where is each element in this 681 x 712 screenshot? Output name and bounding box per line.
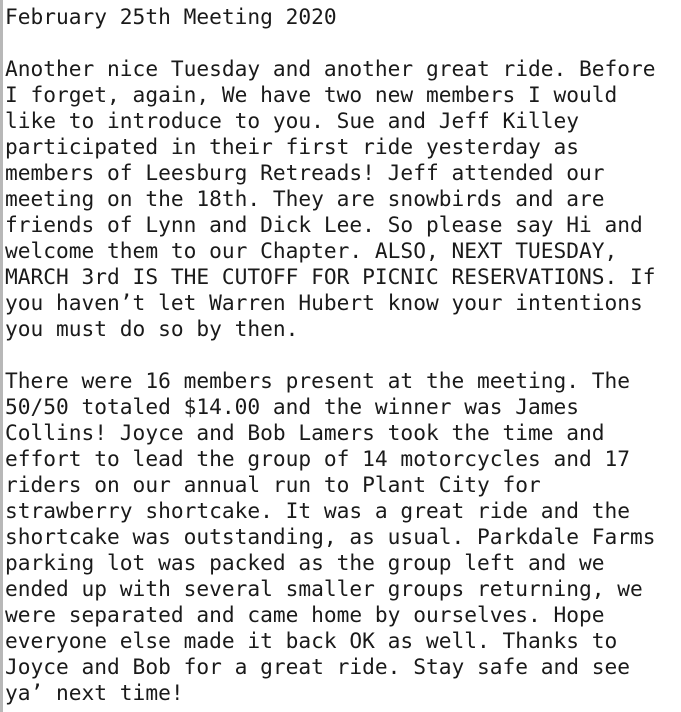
paragraph-line: riders on our annual run to Plant City for (5, 472, 541, 497)
paragraph-line: friends of Lynn and Dick Lee. So please say Hi and (5, 212, 643, 237)
paragraph-line: participated in their first ride yesterday as (5, 134, 580, 159)
paragraph-line: like to introduce to you. Sue and Jeff Killey (5, 108, 580, 133)
paragraph-line: members of Leesburg Retreads! Jeff attended our (5, 160, 605, 185)
paragraph-line: meeting on the 18th. They are snowbirds and are (5, 186, 605, 211)
paragraph-2 (5, 368, 677, 706)
paragraph-line: you haven’t let Warren Hubert know your intentions (5, 290, 643, 315)
paragraph-line: 50/50 totaled $14.00 and the winner was James (5, 394, 580, 419)
document-title: February 25th Meeting 2020 (5, 4, 337, 29)
paragraph-line: everyone else made it back OK as well. Thanks to (5, 628, 618, 653)
paragraph-line: Another nice Tuesday and another great ride. Before (5, 56, 656, 81)
paragraph-line: welcome them to our Chapter. ALSO, NEXT TUESDAY, (5, 238, 618, 263)
left-border-line (0, 0, 3, 712)
paragraph-line: Joyce and Bob for a great ride. Stay safe and see (5, 654, 631, 679)
paragraph-line: ended up with several smaller groups returning, we (5, 576, 643, 601)
paragraph-line: strawberry shortcake. It was a great ride and the (5, 498, 631, 523)
blank-line (5, 30, 677, 56)
paragraph-line: MARCH 3rd IS THE CUTOFF FOR PICNIC RESERVATIONS. If (5, 264, 656, 289)
paragraph-line: were separated and came home by ourselves. Hope (5, 602, 605, 627)
paragraph-line: shortcake was outstanding, as usual. Parkdale Farms (5, 524, 656, 549)
paragraph-line: Collins! Joyce and Bob Lamers took the time and (5, 420, 605, 445)
paragraph-line: effort to lead the group of 14 motorcycles and 17 (5, 446, 631, 471)
paragraph-1 (5, 56, 677, 342)
paragraph-line: ya’ next time! (5, 680, 184, 705)
paragraph-line: you must do so by then. (5, 316, 299, 341)
paragraph-line: I forget, again, We have two new members I would (5, 82, 618, 107)
paragraph-line: There were 16 members present at the meeting. The (5, 368, 631, 393)
blank-line (5, 342, 677, 368)
paragraph-line: parking lot was packed as the group left and we (5, 550, 605, 575)
document-body (5, 4, 677, 706)
